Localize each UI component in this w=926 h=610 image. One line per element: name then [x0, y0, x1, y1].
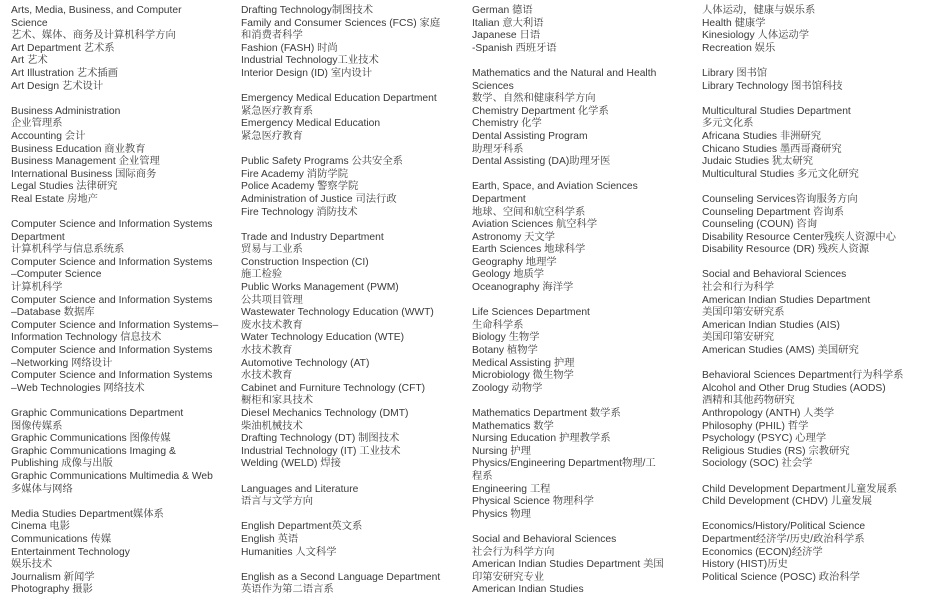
- course-line: 人体运动，健康与娱乐系: [702, 5, 816, 16]
- course-line: Nursing 护理: [472, 445, 531, 457]
- course-line: Drafting Technology制图技术: [241, 5, 374, 16]
- course-line: Disability Resource (DR) 残疾人资源: [702, 244, 870, 256]
- course-line: 和消费者科学: [241, 30, 303, 42]
- course-line: –Networking 网络设计: [11, 357, 113, 369]
- course-line: Dental Assisting (DA)助理牙医: [472, 156, 611, 168]
- course-line: Computer Science and Information Systems: [11, 294, 213, 306]
- course-line: Photography 摄影: [11, 584, 93, 596]
- course-line: Public Works Management (PWM): [241, 282, 399, 294]
- course-line: Trade and Industry Department: [241, 231, 384, 243]
- course-line: –Database 数据库: [11, 307, 95, 319]
- course-line: Administration of Justice 司法行政: [241, 193, 397, 205]
- course-line: Legal Studies 法律研究: [11, 181, 118, 193]
- course-line: Industrial Technology工业技术: [241, 55, 379, 67]
- course-line: 印第安研究专业: [472, 571, 545, 583]
- course-line: 助理牙科系: [472, 143, 524, 155]
- course-line: Welding (WELD) 焊接: [241, 458, 341, 470]
- course-line: 艺术、媒体、商务及计算机科学方向: [11, 30, 176, 42]
- course-line: Diesel Mechanics Technology (DMT): [241, 408, 409, 419]
- course-line: Library Technology 图书馆科技: [702, 80, 843, 92]
- course-line: Disability Resource Center残疾人资源中心: [702, 231, 896, 243]
- course-line: Physics/Engineering Department物理/工: [472, 458, 656, 470]
- course-line: 美国印第安研究系: [702, 307, 785, 319]
- course-line: 橱柜和家具技术: [241, 395, 314, 407]
- course-line: Botany 植物学: [472, 345, 538, 357]
- course-line: Medical Assisting 护理: [472, 357, 575, 369]
- course-line: Computer Science and Information Systems–: [11, 319, 219, 331]
- department-group: [11, 106, 237, 207]
- course-line: Counseling Services咨询服务方向: [702, 193, 858, 205]
- course-line: Political Science (POSC) 政治科学: [702, 571, 860, 583]
- column-1: [11, 5, 237, 610]
- department-group: [11, 5, 237, 93]
- course-line: Fire Technology 消防技术: [241, 206, 358, 218]
- department-group: [702, 68, 926, 93]
- department-group: [702, 194, 926, 257]
- course-line: Fire Academy 消防学院: [241, 168, 348, 180]
- course-line: Health 健康学: [702, 17, 766, 29]
- course-line: 英语作为第二语言系: [241, 584, 334, 596]
- course-line: Media Studies Department媒体系: [11, 508, 164, 520]
- department-group: [472, 68, 698, 169]
- course-line: Astronomy 天文学: [472, 231, 555, 243]
- course-line: Journalism 新闻学: [11, 571, 95, 583]
- course-line: 柴油机械技术: [241, 420, 303, 432]
- course-line: 生命科学系: [472, 319, 524, 331]
- department-group: [241, 156, 467, 219]
- course-line: 紧急医疗教育系: [241, 105, 314, 117]
- course-line: Aviation Sciences 航空科学: [472, 219, 598, 231]
- department-group: [241, 5, 467, 81]
- department-group: [241, 232, 467, 471]
- course-line: Information Technology 信息技术: [11, 332, 162, 344]
- department-group: [11, 219, 237, 395]
- course-line: Sociology (SOC) 社会学: [702, 458, 813, 470]
- course-line: 废水技术教育: [241, 319, 303, 331]
- course-line: Entertainment Technology: [11, 546, 130, 558]
- department-group: [472, 534, 698, 597]
- course-line: Mathematics and the Natural and Health: [472, 67, 657, 79]
- department-group: [472, 181, 698, 294]
- course-line: Business Management 企业管理: [11, 156, 160, 168]
- course-line: Mathematics 数学: [472, 420, 554, 432]
- course-line: Graphic Communications 图像传媒: [11, 433, 171, 445]
- course-line: 紧急医疗教育: [241, 130, 303, 142]
- course-line: Art Design 艺术设计: [11, 80, 104, 92]
- course-line: Art Illustration 艺术插画: [11, 67, 118, 79]
- course-line: 美国印第安研究: [702, 332, 775, 344]
- course-line: Economics/History/Political Science: [702, 521, 866, 533]
- course-line: Science: [11, 17, 48, 29]
- course-line: Water Technology Education (WTE): [241, 332, 405, 344]
- course-line: 公共项目管理: [241, 294, 303, 306]
- course-line: Arts, Media, Business, and Computer: [11, 5, 182, 16]
- course-line: Kinesiology 人体运动学: [702, 30, 810, 42]
- course-line: Child Development (CHDV) 儿童发展: [702, 496, 872, 508]
- column-3: [472, 5, 698, 610]
- course-line: Engineering 工程: [472, 483, 551, 495]
- course-line: Humanities 人文科学: [241, 546, 337, 558]
- course-line: English 英语: [241, 533, 299, 545]
- course-line: Judaic Studies 犹太研究: [702, 156, 814, 168]
- course-line: Social and Behavioral Sciences: [702, 269, 847, 281]
- department-group: [702, 106, 926, 182]
- course-line: Life Sciences Department: [472, 307, 590, 319]
- course-line: Family and Consumer Sciences (FCS) 家庭: [241, 17, 441, 29]
- course-line: Psychology (PSYC) 心理学: [702, 433, 827, 445]
- course-line: Real Estate 房地产: [11, 193, 98, 205]
- course-line: -Spanish 西班牙语: [472, 42, 557, 54]
- course-line: 企业管理系: [11, 118, 63, 130]
- course-line: Fashion (FASH) 时尚: [241, 42, 338, 54]
- course-line: 数学、自然和健康科学方向: [472, 93, 596, 105]
- course-line: Recreation 娱乐: [702, 42, 776, 54]
- course-line: Dental Assisting Program: [472, 130, 588, 142]
- course-line: 施工检验: [241, 269, 283, 281]
- course-line: Automotive Technology (AT): [241, 357, 370, 369]
- course-line: American Indian Studies Department 美国: [472, 559, 664, 571]
- course-line: 社会和行为科学: [702, 282, 775, 294]
- course-line: Department: [11, 231, 65, 243]
- course-line: 多媒体与网络: [11, 483, 73, 495]
- course-line: Communications 传媒: [11, 533, 112, 545]
- course-line: English as a Second Language Department: [241, 571, 441, 583]
- department-group: [472, 408, 698, 521]
- course-line: Department经济学/历史/政治科学系: [702, 533, 865, 545]
- course-line: 酒精和其他药物研究: [702, 395, 795, 407]
- department-group: [241, 572, 467, 597]
- course-line: Chemistry Department 化学系: [472, 105, 609, 117]
- department-group: [702, 370, 926, 471]
- course-line: –Web Technologies 网络技术: [11, 382, 145, 394]
- course-line: Graphic Communications Multimedia & Web: [11, 470, 213, 482]
- course-line: Computer Science and Information Systems: [11, 256, 213, 268]
- course-line: 社会行为科学方向: [472, 546, 555, 558]
- course-line: Zoology 动物学: [472, 382, 543, 394]
- department-group: [472, 5, 698, 55]
- course-line: Public Safety Programs 公共安全系: [241, 156, 403, 168]
- course-line: 语言与文学方向: [241, 496, 314, 508]
- course-line: Languages and Literature: [241, 483, 359, 495]
- course-line: Library 图书馆: [702, 67, 768, 79]
- course-line: Counseling Department 咨询系: [702, 206, 844, 218]
- course-line: American Studies (AMS) 美国研究: [702, 345, 859, 357]
- course-line: Oceanography 海洋学: [472, 282, 574, 294]
- course-line: Art Department 艺术系: [11, 42, 115, 54]
- course-line: Alcohol and Other Drug Studies (AODS): [702, 382, 886, 394]
- course-line: Earth, Space, and Aviation Sciences: [472, 181, 638, 193]
- course-line: 贸易与工业系: [241, 244, 303, 256]
- department-group: [702, 269, 926, 357]
- course-line: Drafting Technology (DT) 制图技术: [241, 433, 400, 445]
- course-line: 程系: [472, 470, 493, 482]
- course-line: 水技术教育: [241, 345, 293, 357]
- course-line: Chicano Studies 墨西哥裔研究: [702, 143, 842, 155]
- course-line: 图像传媒系: [11, 420, 63, 432]
- column-4: [702, 5, 926, 597]
- course-line: English Department英文系: [241, 521, 363, 533]
- course-line: Physical Science 物理科学: [472, 496, 594, 508]
- course-line: Graphic Communications Department: [11, 408, 184, 419]
- course-line: Accounting 会计: [11, 130, 86, 142]
- course-line: Italian 意大利语: [472, 17, 544, 29]
- course-line: Construction Inspection (CI): [241, 256, 369, 268]
- department-group: [702, 5, 926, 55]
- course-line: Chemistry 化学: [472, 118, 542, 130]
- course-line: Sciences: [472, 80, 514, 92]
- course-line: Biology 生物学: [472, 332, 540, 344]
- course-line: Multicultural Studies Department: [702, 105, 851, 117]
- course-line: Mathematics Department 数学系: [472, 408, 621, 419]
- course-line: Industrial Technology (IT) 工业技术: [241, 445, 401, 457]
- course-line: Anthropology (ANTH) 人类学: [702, 408, 835, 419]
- department-group: [11, 509, 237, 597]
- course-line: Philosophy (PHIL) 哲学: [702, 420, 809, 432]
- course-line: Cinema 电影: [11, 521, 70, 533]
- course-line: Emergency Medical Education: [241, 118, 381, 130]
- course-line: 地球、空间和航空科学系: [472, 206, 586, 218]
- course-line: Computer Science and Information Systems: [11, 370, 213, 382]
- course-line: Counseling (COUN) 咨询: [702, 219, 818, 231]
- course-line: Economics (ECON)经济学: [702, 546, 823, 558]
- course-line: Police Academy 警察学院: [241, 181, 359, 193]
- course-line: International Business 国际商务: [11, 168, 157, 180]
- course-line: Business Administration: [11, 105, 121, 117]
- course-line: Physics 物理: [472, 508, 531, 520]
- department-group: [241, 93, 467, 143]
- course-line: Japanese 日语: [472, 30, 541, 42]
- course-line: Cabinet and Furniture Technology (CFT): [241, 382, 426, 394]
- course-line: Department: [472, 193, 526, 205]
- course-line: 计算机科学与信息系统系: [11, 244, 125, 256]
- course-line: Computer Science and Information Systems: [11, 345, 213, 357]
- course-line: Geography 地理学: [472, 256, 557, 268]
- course-line: History (HIST)历史: [702, 559, 788, 571]
- course-line: 娱乐技术: [11, 559, 53, 571]
- course-line: Africana Studies 非洲研究: [702, 130, 822, 142]
- course-line: Publishing 成像与出版: [11, 458, 113, 470]
- course-line: Microbiology 微生物学: [472, 370, 574, 382]
- course-line: Interior Design (ID) 室内设计: [241, 67, 373, 79]
- course-line: Religious Studies (RS) 宗教研究: [702, 445, 850, 457]
- course-line: Nursing Education 护理教学系: [472, 433, 611, 445]
- course-line: Graphic Communications Imaging &: [11, 445, 176, 457]
- department-group: [241, 484, 467, 509]
- course-line: American Indian Studies: [472, 584, 584, 596]
- department-group: [472, 307, 698, 395]
- course-line: –Computer Science: [11, 269, 102, 281]
- course-line: Computer Science and Information Systems: [11, 219, 213, 231]
- course-line: Behavioral Sciences Department行为科学系: [702, 370, 904, 382]
- course-line: Emergency Medical Education Department: [241, 93, 437, 105]
- course-line: Social and Behavioral Sciences: [472, 533, 617, 545]
- course-line: 水技术教育: [241, 370, 293, 382]
- course-line: Geology 地质学: [472, 269, 545, 281]
- course-line: American Indian Studies (AIS): [702, 319, 840, 331]
- course-line: Wastewater Technology Education (WWT): [241, 307, 434, 319]
- department-group: [702, 521, 926, 584]
- department-group: [702, 484, 926, 509]
- course-line: Multicultural Studies 多元文化研究: [702, 168, 859, 180]
- course-line: Business Education 商业教育: [11, 143, 146, 155]
- department-group: [11, 408, 237, 496]
- course-line: 计算机科学: [11, 282, 63, 294]
- course-line: Art 艺术: [11, 55, 48, 67]
- course-line: Child Development Department儿童发展系: [702, 483, 898, 495]
- course-line: Earth Sciences 地球科学: [472, 244, 586, 256]
- column-2: [241, 5, 467, 610]
- course-line: American Indian Studies Department: [702, 294, 871, 306]
- department-group: [241, 521, 467, 559]
- course-line: German 德语: [472, 5, 533, 16]
- course-line: 多元文化系: [702, 118, 754, 130]
